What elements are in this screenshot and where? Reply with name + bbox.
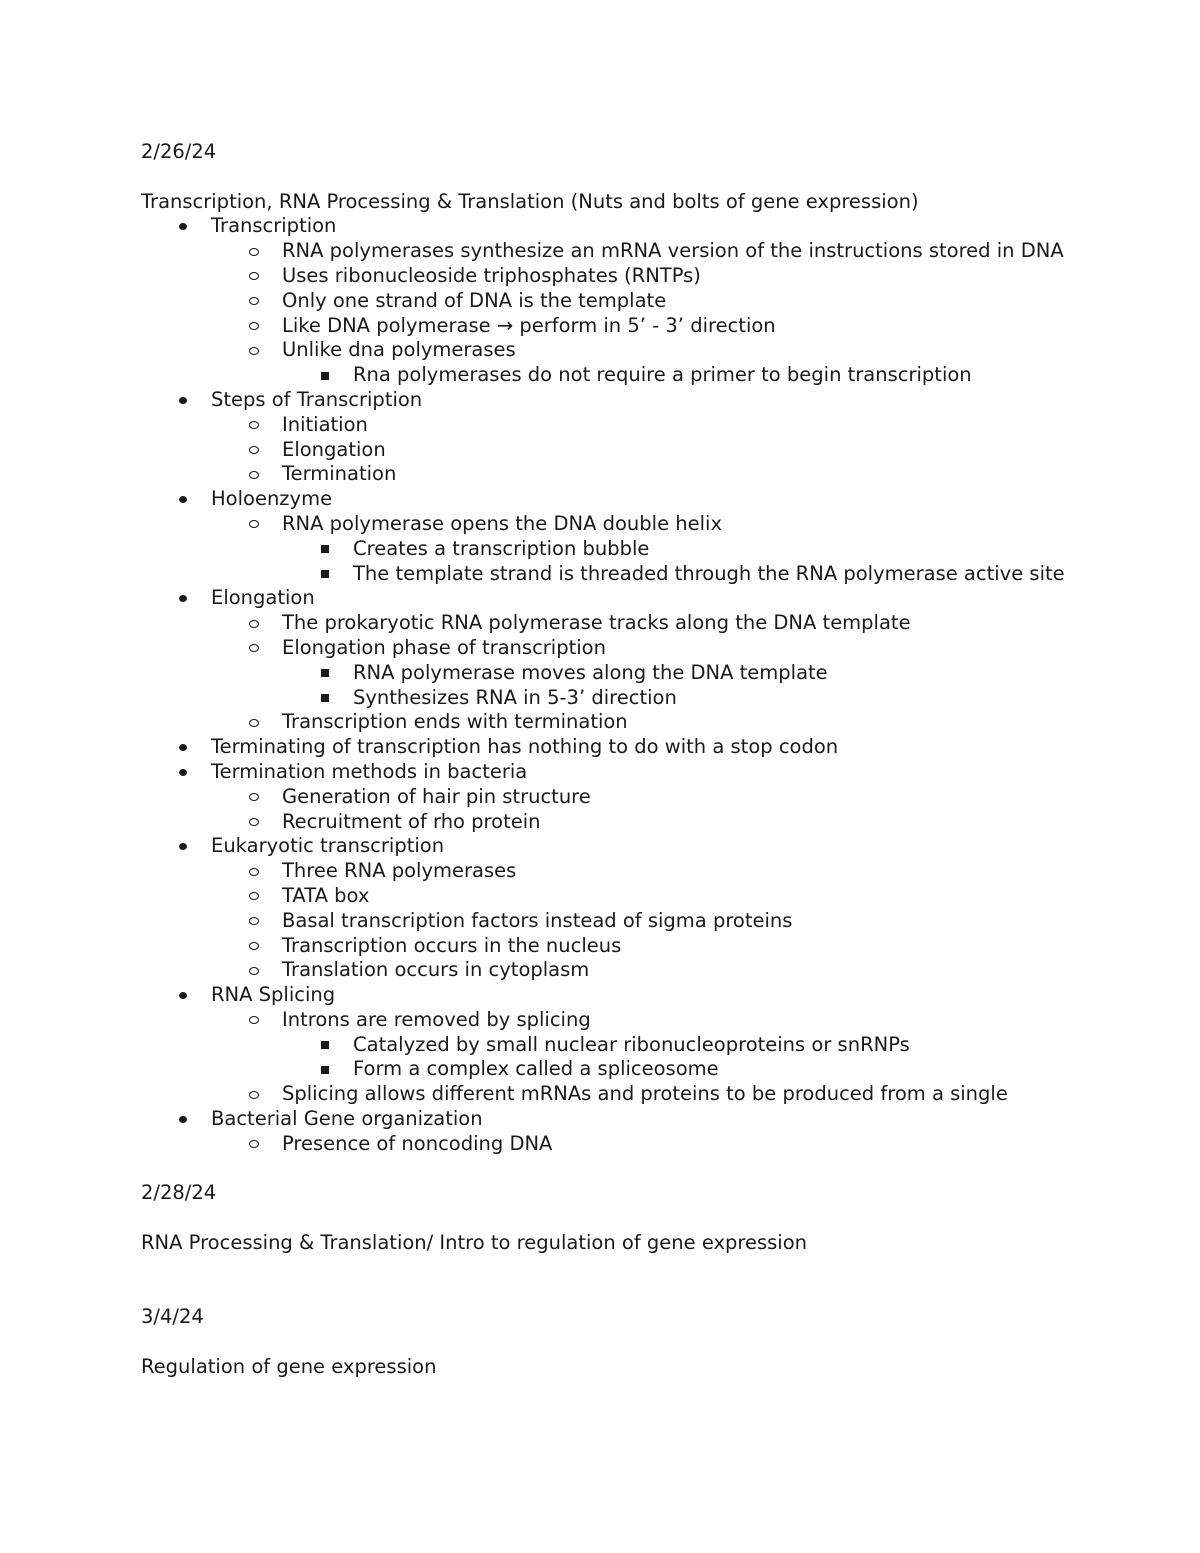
bullet-dot-icon <box>176 214 190 239</box>
bullet-square-icon <box>318 1033 332 1058</box>
spacer <box>141 1157 1141 1182</box>
bullet-circle-icon <box>247 810 261 835</box>
list-item: Recruitment of rho protein <box>141 810 1141 835</box>
spacer <box>141 1330 1141 1355</box>
section-title: RNA Processing & Translation/ Intro to regulation of gene expression <box>141 1231 808 1255</box>
section-date: 2/26/24 <box>141 140 217 163</box>
bullet-circle-icon <box>247 859 261 884</box>
bullet-circle-icon <box>247 934 261 959</box>
list-item: TATA box <box>141 884 1141 909</box>
bullet-square-icon <box>318 1057 332 1082</box>
section-date: 2/28/24 <box>141 1181 217 1205</box>
bullet-circle-icon <box>247 611 261 636</box>
section-title: Transcription, RNA Processing & Translation (Nuts and bolts of gene expression) <box>141 189 919 213</box>
bullet-square-icon <box>318 363 332 388</box>
list-item: Three RNA polymerases <box>141 859 1141 884</box>
bullet-circle-icon <box>247 785 261 810</box>
bullet-circle-icon <box>247 1082 261 1107</box>
document-page <box>141 140 1141 1380</box>
bullet-circle-icon <box>247 958 261 983</box>
bullet-circle-icon <box>247 884 261 909</box>
bullet-dot-icon <box>176 1107 190 1132</box>
list-item: Unlike dna polymerases <box>141 338 1141 363</box>
list-item: RNA polymerases synthesize an mRNA version of the instructions stored in DNA <box>141 239 1141 264</box>
list-item: Termination methods in bacteria <box>141 760 1141 785</box>
bullet-circle-icon <box>247 710 261 735</box>
list-item: RNA polymerase opens the DNA double helix <box>141 512 1141 537</box>
spacer <box>141 1206 1141 1231</box>
bullet-circle-icon <box>247 264 261 289</box>
list-item: The template strand is threaded through the RNA polymerase active site <box>141 562 1141 587</box>
list-item: Eukaryotic transcription <box>141 834 1141 859</box>
bullet-circle-icon <box>247 438 261 463</box>
bullet-circle-icon <box>247 289 261 314</box>
list-item: Termination <box>141 462 1141 487</box>
list-item: Elongation phase of transcription <box>141 636 1141 661</box>
outline-list <box>141 214 1141 1156</box>
list-item: Transcription <box>141 214 1141 239</box>
bullet-dot-icon <box>176 388 190 413</box>
list-item: Splicing allows different mRNAs and proteins to be produced from a single <box>141 1082 1141 1107</box>
spacer <box>141 165 1141 190</box>
bullet-dot-icon <box>176 586 190 611</box>
list-item: Initiation <box>141 413 1141 438</box>
list-item: RNA polymerase moves along the DNA template <box>141 661 1141 686</box>
bullet-dot-icon <box>176 487 190 512</box>
list-item: Presence of noncoding DNA <box>141 1132 1141 1157</box>
list-item: The prokaryotic RNA polymerase tracks along the DNA template <box>141 611 1141 636</box>
list-item: Like DNA polymerase → perform in 5’ - 3’ direction <box>141 314 1141 339</box>
bullet-square-icon <box>318 686 332 711</box>
list-item: Holoenzyme <box>141 487 1141 512</box>
bullet-square-icon <box>318 537 332 562</box>
bullet-circle-icon <box>247 413 261 438</box>
section-title: Regulation of gene expression <box>141 1355 437 1379</box>
list-item: Catalyzed by small nuclear ribonucleoproteins or snRNPs <box>141 1033 1141 1058</box>
list-item: Elongation <box>141 438 1141 463</box>
list-item: Steps of Transcription <box>141 388 1141 413</box>
bullet-circle-icon <box>247 314 261 339</box>
list-item: Form a complex called a spliceosome <box>141 1057 1141 1082</box>
bullet-circle-icon <box>247 462 261 487</box>
list-item: Uses ribonucleoside triphosphates (RNTPs) <box>141 264 1141 289</box>
list-item: Translation occurs in cytoplasm <box>141 958 1141 983</box>
list-item: Transcription ends with termination <box>141 710 1141 735</box>
list-item: Generation of hair pin structure <box>141 785 1141 810</box>
bullet-square-icon <box>318 562 332 587</box>
bullet-circle-icon <box>247 909 261 934</box>
bullet-circle-icon <box>247 1132 261 1157</box>
section-date: 3/4/24 <box>141 1305 204 1329</box>
list-item: Bacterial Gene organization <box>141 1107 1141 1132</box>
bullet-dot-icon <box>176 834 190 859</box>
bullet-circle-icon <box>247 636 261 661</box>
bullet-circle-icon <box>247 338 261 363</box>
list-item: Synthesizes RNA in 5-3’ direction <box>141 686 1141 711</box>
bullet-dot-icon <box>176 735 190 760</box>
bullet-dot-icon <box>176 983 190 1008</box>
list-item: Terminating of transcription has nothing to do with a stop codon <box>141 735 1141 760</box>
bullet-circle-icon <box>247 512 261 537</box>
list-item: Introns are removed by splicing <box>141 1008 1141 1033</box>
bullet-circle-icon <box>247 239 261 264</box>
bullet-square-icon <box>318 661 332 686</box>
bullet-dot-icon <box>176 760 190 785</box>
spacer <box>141 1256 1141 1306</box>
list-item: Rna polymerases do not require a primer to begin transcription <box>141 363 1141 388</box>
list-item: Creates a transcription bubble <box>141 537 1141 562</box>
list-item: Only one strand of DNA is the template <box>141 289 1141 314</box>
list-item: Basal transcription factors instead of sigma proteins <box>141 909 1141 934</box>
list-item: Transcription occurs in the nucleus <box>141 934 1141 959</box>
list-item: RNA Splicing <box>141 983 1141 1008</box>
bullet-circle-icon <box>247 1008 261 1033</box>
list-item: Elongation <box>141 586 1141 611</box>
